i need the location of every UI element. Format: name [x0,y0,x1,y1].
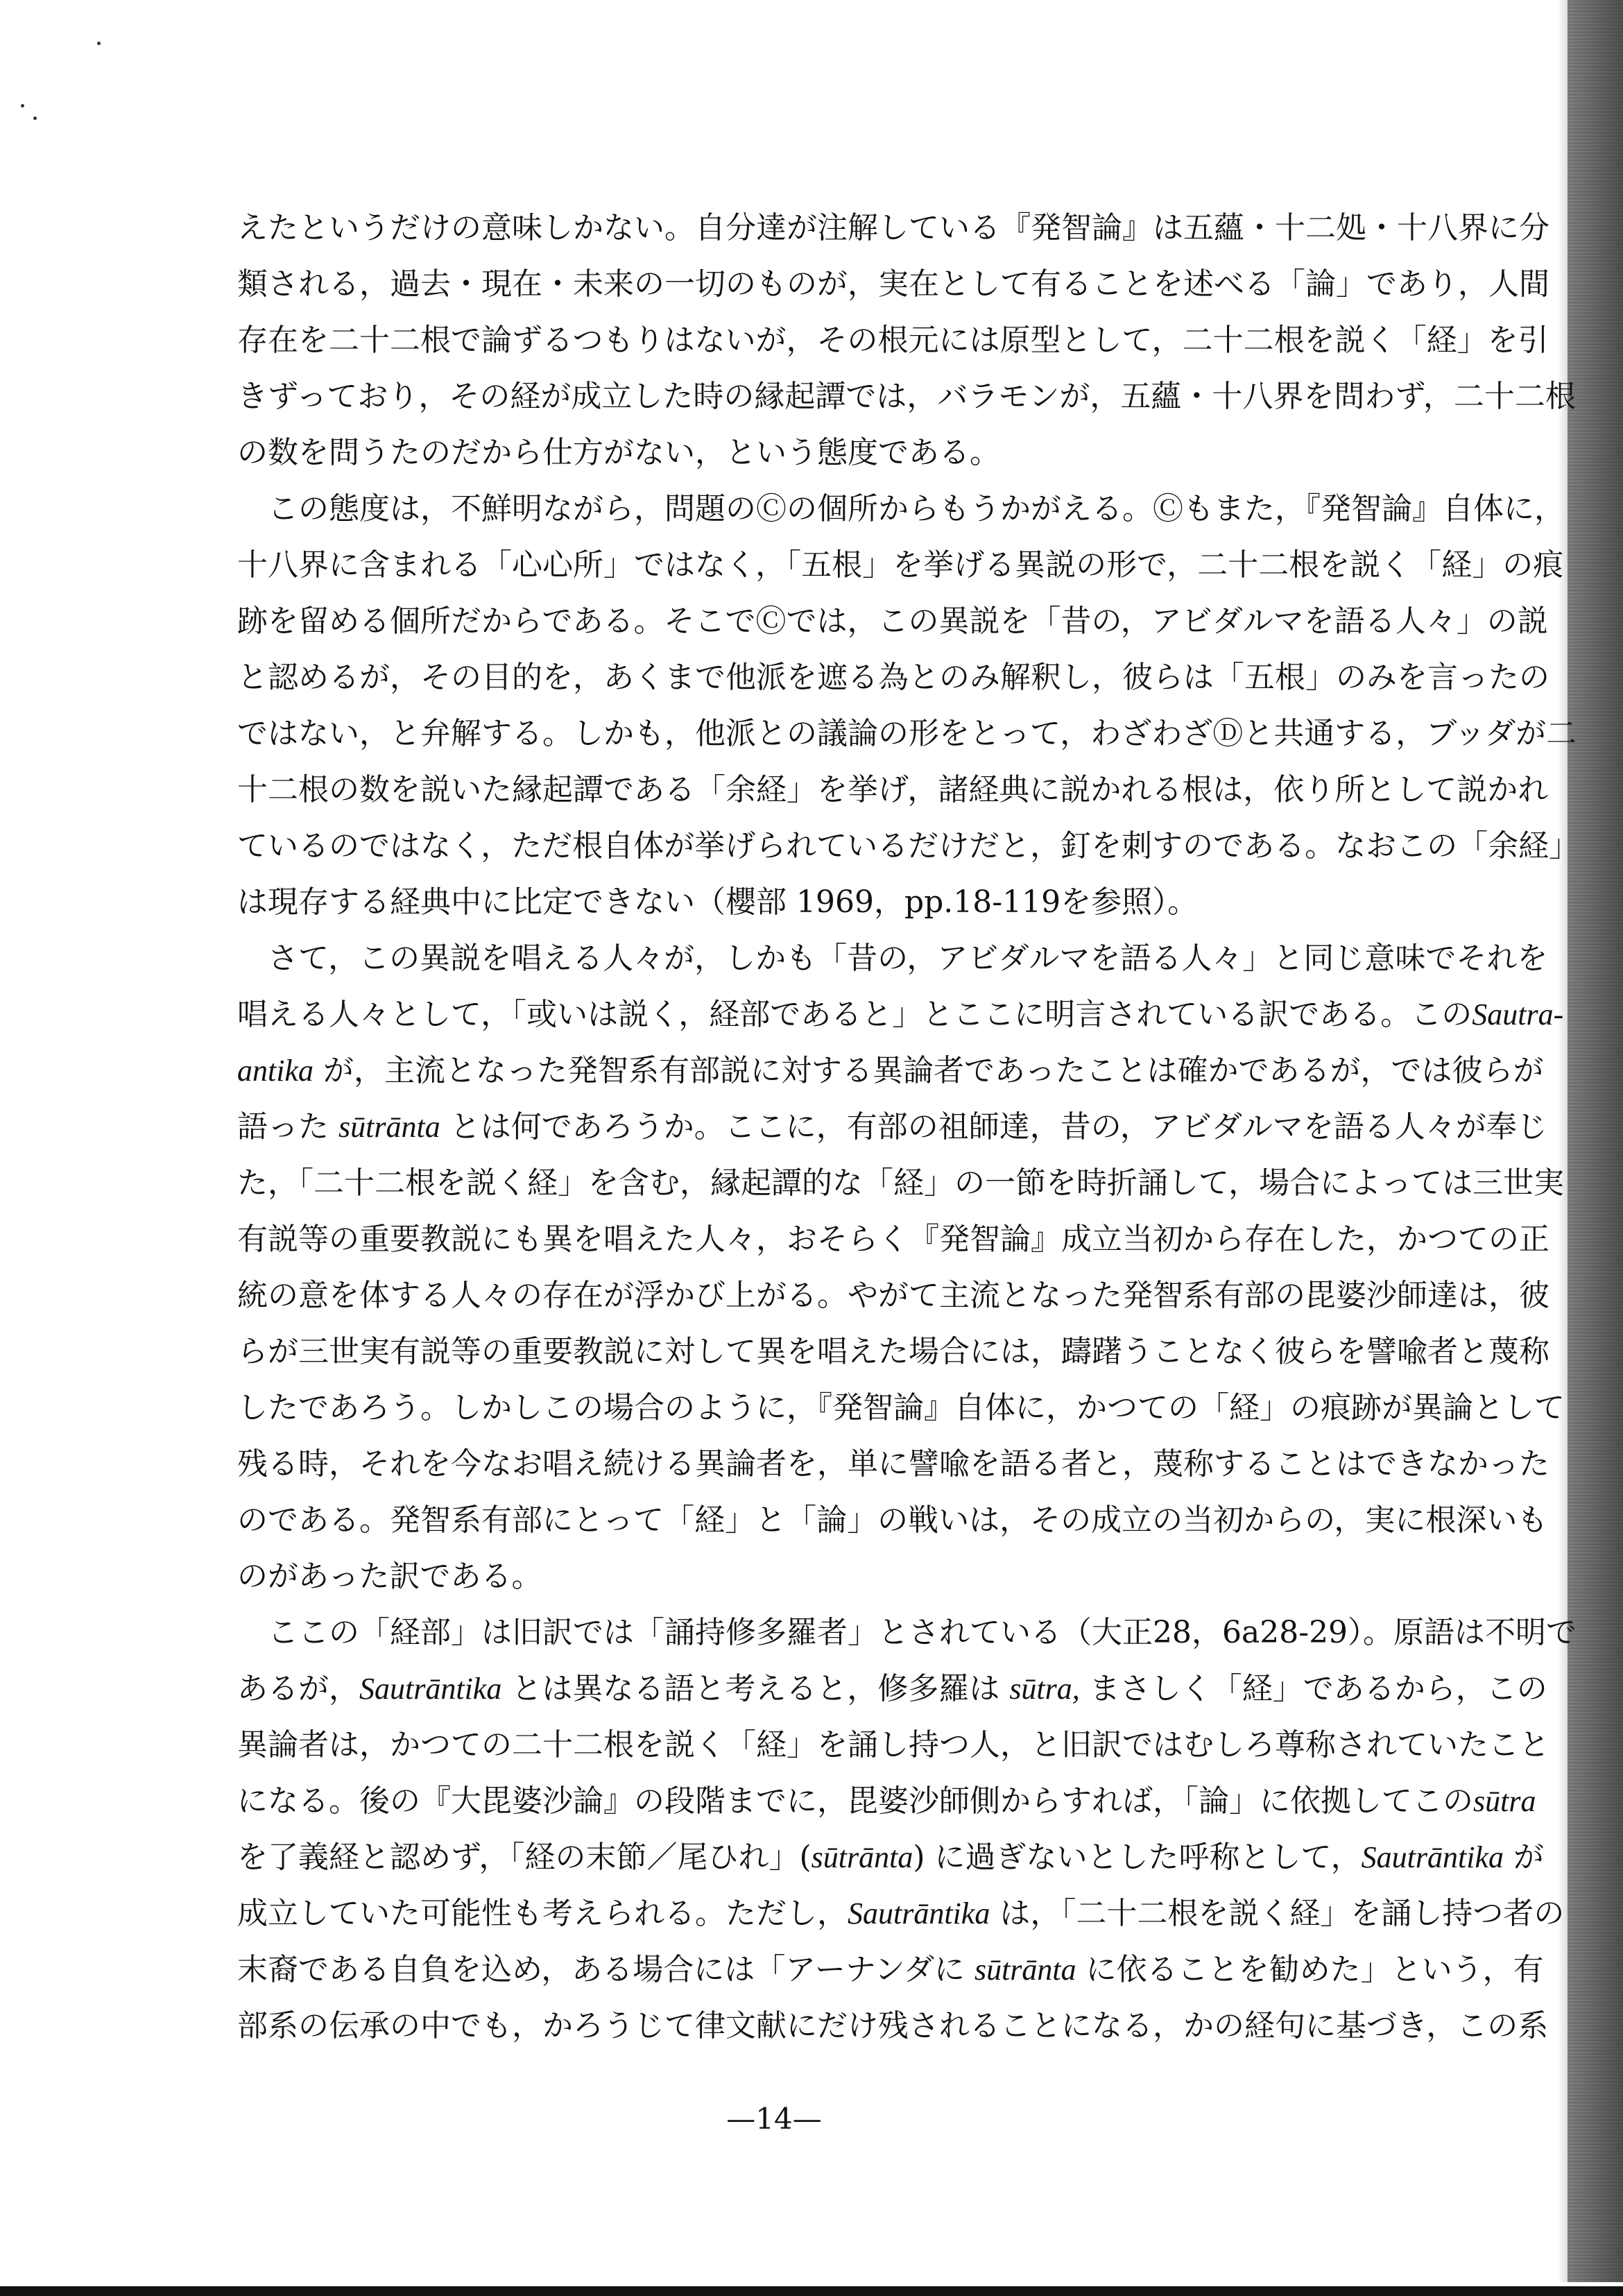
text-run: えたというだけの意味しかない。自分達が注解している『発智論』は五蘊・十二処・十八界に分 [237,210,1549,246]
text-run: が，主流となった発智系有部説に対する異論者であったことは確かであるが，では彼らが [313,1053,1544,1088]
text-line [237,368,1576,425]
text-line [237,1548,1466,1604]
text-line [237,1885,1565,1942]
text-line [237,1380,1565,1436]
text-line [237,1155,1565,1211]
text-line [237,256,1549,312]
text-line [237,1717,1549,1773]
page-number: —14— [726,2102,822,2136]
text-run: が [1503,1840,1544,1875]
text-line [237,1323,1549,1380]
text-run: のがあった訳である。 [237,1559,542,1594]
text-line [237,1942,1544,1998]
text-line [237,1829,1544,1885]
text-run: この態度は，不鮮明ながら，問題のⒸの個所からもうかがえる。Ⓒもまた，『発智論』自体に， [268,491,1565,526]
text-line [237,818,1580,874]
text-run: 跡を留める個所だからである。そこでⒸでは，この異説を「昔の，アビダルマを語る人々」の説 [237,603,1548,639]
text-run: とは何であろうか。ここに，有部の祖師達，昔の，アビダルマを語る人々が奉じ [440,1109,1547,1145]
scan-speck [21,104,24,108]
scan-speck [97,42,101,45]
paragraph [237,1604,1577,2054]
text-run: 語った [237,1109,338,1145]
text-run: は，「二十二根を説く経」を誦し持つ者の [990,1896,1565,1931]
italic-term: sūtrānta [811,1840,913,1874]
text-run: になる。後の『大毘婆沙論』の段階までに，毘婆沙師側からすれば，「論」に依拠してこの [237,1783,1473,1819]
text-run: 存在を二十二根で論ずるつもりはないが，その根元には原型として，二十二根を説く「経」を引 [237,323,1549,358]
text-run: 十八界に含まれる「心心所」ではなく，「五根」を挙げる異説の形で，二十二根を説く「経」の痕 [237,547,1564,583]
text-run: た，「二十二根を説く経」を含む，縁起譚的な「経」の一節を時折誦して，場合によっては三世実 [237,1165,1565,1201]
italic-term: sūtra [1473,1784,1536,1818]
italic-term: Sautrāntika [848,1896,990,1930]
italic-term: sūtrānta [974,1953,1076,1987]
italic-term: Sautra- [1472,997,1564,1031]
text-line [237,481,1565,537]
scan-bottom-edge [0,2286,1623,2296]
text-run: 唱える人々として，「或いは説く，経部であると」とここに明言されている訳である。この [237,997,1472,1032]
italic-term: Sautrāntika [359,1672,502,1706]
text-run: 有説等の重要教説にも異を唱えた人々，おそらく『発智論』成立当初から存在した，かつての正 [237,1222,1549,1257]
text-run: ここの「経部」は旧訳では「誦持修多羅者」とされている（大正28，6a28-29）。原語は不明で [268,1615,1577,1650]
text-line [237,1773,1536,1829]
text-run: と認めるが，その目的を，あくまで他派を遮る為とのみ解釈し，彼らは「五根」のみを言ったの [237,660,1549,695]
text-run: 末裔である自負を込め，ある場合には「アーナンダに [237,1952,974,1987]
body-text [237,200,1580,2054]
text-run: は現存する経典中に比定できない（櫻部 1969，pp.18-119を参照）。 [237,884,1199,920]
text-run: 統の意を体する人々の存在が浮かび上がる。やがて主流となった発智系有部の毘婆沙師達は，彼 [237,1278,1549,1313]
text-line [237,705,1577,762]
text-run: とは異なる語と考えると，修多羅は [501,1671,1010,1706]
paragraph [237,481,1580,930]
text-line [237,930,1548,986]
text-run: あるが， [237,1671,359,1706]
text-line [237,874,1466,930]
scan-speck [33,117,37,120]
text-run: らが三世実有説等の重要教説に対して異を唱えた場合には，躊躇うことなく彼らを譬喩者と蔑称 [237,1334,1549,1369]
text-run: ているのではなく，ただ根自体が挙げられているだけだと，釘を刺すのである。なおこの「余経」 [237,828,1580,864]
text-line [237,1998,1549,2054]
text-line [237,1211,1549,1267]
text-run: を了義経と認めず，「経の末節／尾ひれ」( [237,1840,812,1875]
text-line [237,986,1564,1043]
text-line [237,1492,1548,1548]
text-line [237,1604,1577,1661]
paragraph [237,200,1576,481]
italic-term: sūtrānta [338,1110,440,1144]
text-line [237,425,1466,481]
italic-term: antika [237,1054,314,1088]
text-line [237,1043,1544,1099]
text-run: の数を問うたのだから仕方がない，という態度である。 [237,435,1000,470]
text-run: さて，この異説を唱える人々が，しかも「昔の，アビダルマを語る人々」と同じ意味でそれを [268,941,1548,976]
text-run: 異論者は，かつての二十二根を説く「経」を誦し持つ人，と旧訳ではむしろ尊称されていたこと [237,1727,1549,1763]
text-run: のである。発智系有部にとって「経」と「論」の戦いは，その成立の当初からの，実に根深いも [237,1502,1548,1538]
text-run: 成立していた可能性も考えられる。ただし， [237,1896,848,1931]
italic-term: sūtra, [1009,1672,1080,1706]
scan-shadow [1558,0,1568,2282]
text-line [237,312,1549,368]
text-line [237,1661,1547,1717]
text-line [237,1436,1549,1492]
text-line [237,1099,1547,1155]
text-run: 残る時，それを今なお唱え続ける異論者を，単に譬喩を語る者と，蔑称することはできなかった [237,1446,1549,1482]
text-run: 十二根の数を説いた縁起譚である「余経」を挙げ，諸経典に説かれる根は，依り所として説かれ [237,772,1549,807]
italic-term: Sautrāntika [1361,1840,1504,1874]
text-line [237,200,1549,256]
text-run: に依ることを勧めた」という，有 [1076,1952,1544,1987]
text-line [237,537,1564,593]
text-run: まさしく「経」であるから，この [1079,1671,1547,1706]
text-run: したであろう。しかしこの場合のように，『発智論』自体に，かつての「経」の痕跡が異論として [237,1390,1565,1425]
text-run: ) に過ぎないとした呼称として， [913,1840,1362,1875]
paragraph [237,930,1565,1604]
text-run: きずっており，その経が成立した時の縁起譚では，バラモンが，五蘊・十八界を問わず，二十二根 [237,379,1576,414]
scan-edge [1568,0,1623,2282]
text-run: ではない，と弁解する。しかも，他派との議論の形をとって，わざわざⒹと共通する，ブッダが二 [237,716,1577,751]
text-line [237,649,1549,705]
text-line [237,593,1548,649]
text-line [237,1267,1549,1323]
text-run: 類される，過去・現在・未来の一切のものが，実在として有ることを述べる「論」であり，人間 [237,266,1549,302]
text-run: 部系の伝承の中でも，かろうじて律文献にだけ残されることになる，かの経句に基づき，この系 [237,2008,1549,2044]
text-line [237,762,1549,818]
